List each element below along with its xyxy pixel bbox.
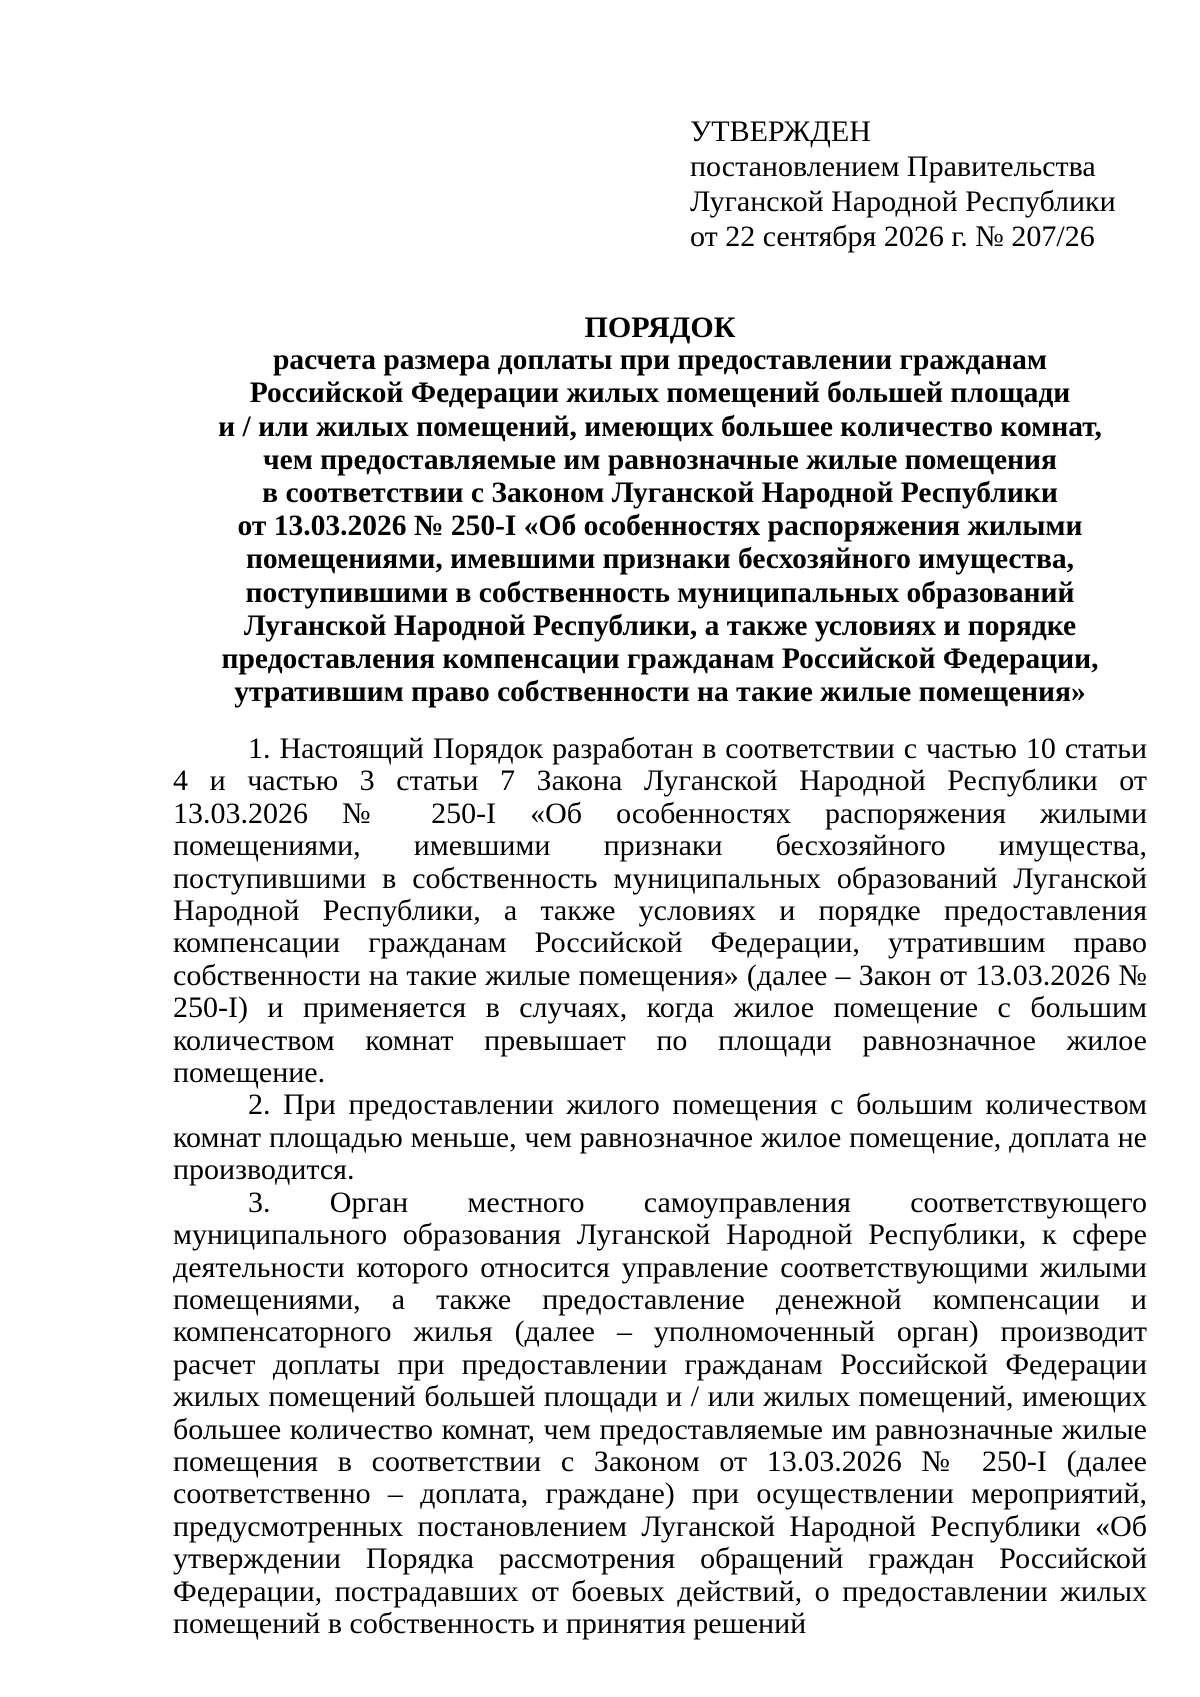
title-line: от 13.03.2026 № 250-I «Об особенностях распоряжения жилыми xyxy=(237,510,1083,543)
title-line: чем предоставляемые им равнозначные жилые помещения xyxy=(262,443,1058,476)
document-title-block xyxy=(170,311,1150,709)
title-line: в соответствии с Законом Луганской Народной Республики xyxy=(262,477,1058,510)
paragraph-1: 1. Настоящий Порядок разработан в соответствии с частью 10 статьи 4 и частью 3 статьи 7 Закона Луганской Народной Республики от 13.03.2026 № 250-I «Об особенностях распоряжения жилыми помещениями, имевшими признаки бесхозяйного имущества, поступившими в собственность муниципальных образований Луганской Народной Республики, а также условиях и порядке предоставления компенсации гражданам Российской Федерации, утратившим право собственности на такие жилые помещения» (далее – Закон от 13.03.2026 № 250-I) и применяется в случаях, когда жилое помещение с большим количеством комнат превышает по площади равнозначное жилое помещение. xyxy=(173,732,1147,1090)
title-line: предоставления компенсации гражданам Российской Федерации, xyxy=(221,643,1099,676)
title-line: утратившим право собственности на такие жилые помещения» xyxy=(234,676,1086,709)
title-line: Луганской Народной Республики, а также условиях и порядке xyxy=(243,609,1077,642)
document-body xyxy=(173,733,1147,1640)
approval-resolution-line: постановлением Правительства xyxy=(690,150,1096,183)
title-line: расчета размера доплаты при предоставлении гражданам xyxy=(272,344,1048,377)
approval-authority-line: Луганской Народной Республики xyxy=(690,185,1116,218)
approval-date-number: от 22 сентября 2026 г. № 207/26 xyxy=(690,220,1095,253)
paragraph-3: 3. Орган местного самоуправления соответствующего муниципального образования Луганской Народной Республики, к сфере деятельности которого относится управление соответствующими жилыми помещениями, а также предоставление денежной компенсации и компенсаторного жилья (далее – уполномоченный орган) производит расчет доплаты при предоставлении гражданам Российской Федерации жилых помещений большей площади и / или жилых помещений, имеющих большее количество комнат, чем предоставляемые им равнозначные жилые помещения в соответствии с Законом от 13.03.2026 № 250-I (далее соответственно – доплата, граждане) при осуществлении мероприятий, предусмотренных постановлением Луганской Народной Республики «Об утверждении Порядка рассмотрения обращений граждан Российской Федерации, пострадавших от боевых действий, о предоставлении жилых помещений в собственность и принятия решений xyxy=(173,1185,1147,1640)
title-line: Российской Федерации жилых помещений большей площади xyxy=(249,377,1071,410)
approval-stamp xyxy=(690,114,1160,254)
document-title: ПОРЯДОК xyxy=(584,311,736,344)
approval-label: УТВЕРЖДЕН xyxy=(690,115,871,148)
paragraph-2: 2. При предоставлении жилого помещения с большим количеством комнат площадью меньше, чем равнозначное жилое помещение, доплата не производится. xyxy=(173,1088,1147,1187)
title-line: поступившими в собственность муниципальных образований xyxy=(245,576,1075,609)
title-line: помещениями, имевшими признаки бесхозяйного имущества, xyxy=(245,543,1075,576)
title-line: и / или жилых помещений, имеющих большее количество комнат, xyxy=(218,410,1102,443)
